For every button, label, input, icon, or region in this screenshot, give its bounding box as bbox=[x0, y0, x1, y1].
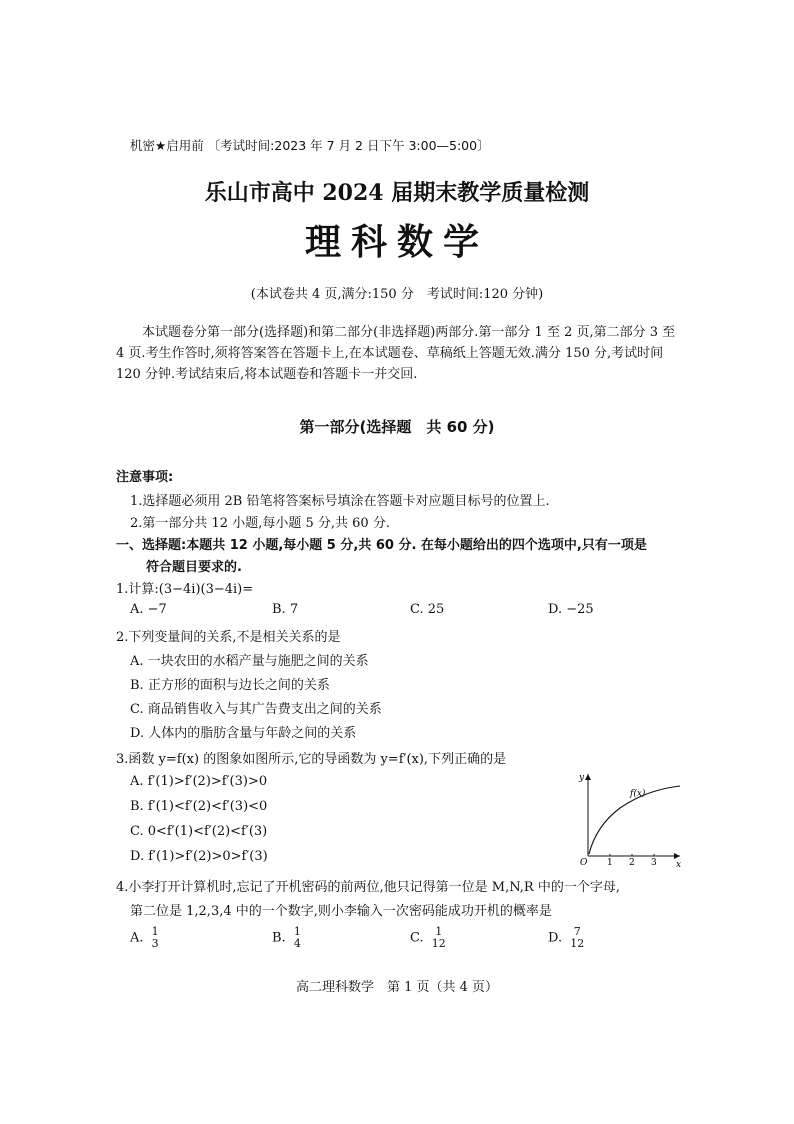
subject-title: 理科数学 bbox=[304, 221, 489, 263]
q4-option-a-fraction bbox=[152, 926, 159, 950]
q4-stem-line2: 第二位是 1,2,3,4 中的一个数字,则小李输入一次密码能成功开机的概率是 bbox=[130, 904, 552, 919]
exam-note: (本试卷共 4 页,满分:150 分 考试时间:120 分钟) bbox=[250, 287, 544, 302]
numerator: 7 bbox=[573, 925, 581, 938]
q4-option-d-fraction bbox=[570, 926, 584, 950]
q1-option-b: B. 7 bbox=[272, 602, 299, 617]
x-axis-arrow bbox=[674, 853, 680, 859]
numerator: 1 bbox=[435, 925, 443, 938]
denominator: 12 bbox=[570, 937, 585, 950]
part1-title: 第一部分(选择题 共 60 分) bbox=[299, 418, 495, 436]
q4-option-c-fraction bbox=[432, 926, 446, 950]
tick-label-2: 2 bbox=[629, 858, 635, 868]
q1-option-a: A. −7 bbox=[130, 602, 167, 617]
q3-option-d: D. f′(1)>f′(2)>0>f′(3) bbox=[130, 849, 268, 864]
x-axis-label: x bbox=[676, 860, 682, 868]
notice-item-2: 2.第一部分共 12 小题,每小题 5 分,共 60 分. bbox=[130, 516, 390, 531]
q1-option-d: D. −25 bbox=[548, 602, 594, 617]
q3-function-graph bbox=[572, 768, 684, 868]
q4-option-a bbox=[130, 926, 159, 950]
tick-label-1: 1 bbox=[607, 858, 613, 868]
q1-stem: 1.计算:(3−4i)(3−4i)= bbox=[116, 582, 254, 597]
q4-option-b-fraction bbox=[294, 926, 301, 950]
instructions-paragraph bbox=[116, 322, 676, 385]
q2-option-b: B. 正方形的面积与边长之间的关系 bbox=[130, 678, 330, 693]
y-axis-arrow bbox=[585, 774, 591, 780]
q2-stem: 2.下列变量间的关系,不是相关关系的是 bbox=[116, 630, 341, 645]
curve-label: f(x) bbox=[630, 789, 646, 799]
numerator: 1 bbox=[151, 925, 159, 938]
q4-option-c-label: C. bbox=[410, 930, 424, 946]
q4-option-b-label: B. bbox=[272, 930, 286, 946]
q4-option-c bbox=[410, 926, 446, 950]
q4-option-b bbox=[272, 926, 301, 950]
q3-option-a: A. f′(1)>f′(2)>f′(3)>0 bbox=[130, 774, 268, 789]
q3-stem: 3.函数 y=f(x) 的图象如图所示,它的导函数为 y=f′(x),下列正确的是 bbox=[116, 752, 507, 767]
instructions-text: 本试题卷分第一部分(选择题)和第二部分(非选择题)两部分.第一部分 1 至 2 页,第二部分 3 至 4 页.考生作答时,须将答案答在答题卡上,在本试题卷、草稿纸上答题无效.满分 150 分,考试时间 120 分钟.考试结束后,将本试题卷和答题卡一并交回. bbox=[116, 325, 676, 382]
q3-option-b: B. f′(1)<f′(2)<f′(3)<0 bbox=[130, 799, 268, 814]
section1-line2: 符合题目要求的. bbox=[146, 560, 242, 575]
tick-label-3: 3 bbox=[651, 858, 657, 868]
q2-option-c: C. 商品销售收入与其广告费支出之间的关系 bbox=[130, 702, 382, 717]
notice-heading: 注意事项: bbox=[116, 470, 174, 485]
q1-option-c: C. 25 bbox=[410, 602, 445, 617]
q3-option-c: C. 0<f′(1)<f′(2)<f′(3) bbox=[130, 824, 268, 839]
q4-option-d bbox=[548, 926, 584, 950]
notice-item-1: 1.选择题必须用 2B 铅笔将答案标号填涂在答题卡对应题目标号的位置上. bbox=[130, 494, 550, 509]
confidential-header: 机密★启用前 〔考试时间:2023 年 7 月 2 日下午 3:00—5:00〕 bbox=[130, 138, 490, 153]
section1-line1: 一、选择题:本题共 12 小题,每小题 5 分,共 60 分. 在每小题给出的四个选项中,只有一项是 bbox=[116, 538, 647, 553]
denominator: 3 bbox=[151, 937, 159, 950]
q2-option-a: A. 一块农田的水稻产量与施肥之间的关系 bbox=[130, 654, 369, 669]
y-axis-label: y bbox=[579, 773, 585, 783]
q4-option-a-label: A. bbox=[130, 930, 144, 946]
numerator: 1 bbox=[293, 925, 301, 938]
page-footer: 高二理科数学 第 1 页（共 4 页） bbox=[295, 980, 499, 995]
q4-option-d-label: D. bbox=[548, 930, 563, 946]
denominator: 12 bbox=[431, 937, 446, 950]
denominator: 4 bbox=[293, 937, 301, 950]
q2-option-d: D. 人体内的脂肪含量与年龄之间的关系 bbox=[130, 726, 357, 741]
origin-label: O bbox=[580, 858, 588, 868]
exam-title: 乐山市高中 2024 届期末教学质量检测 bbox=[204, 180, 590, 206]
q4-stem-line1: 4.小李打开计算机时,忘记了开机密码的前两位,他只记得第一位是 M,N,R 中的一个字母, bbox=[116, 880, 620, 895]
